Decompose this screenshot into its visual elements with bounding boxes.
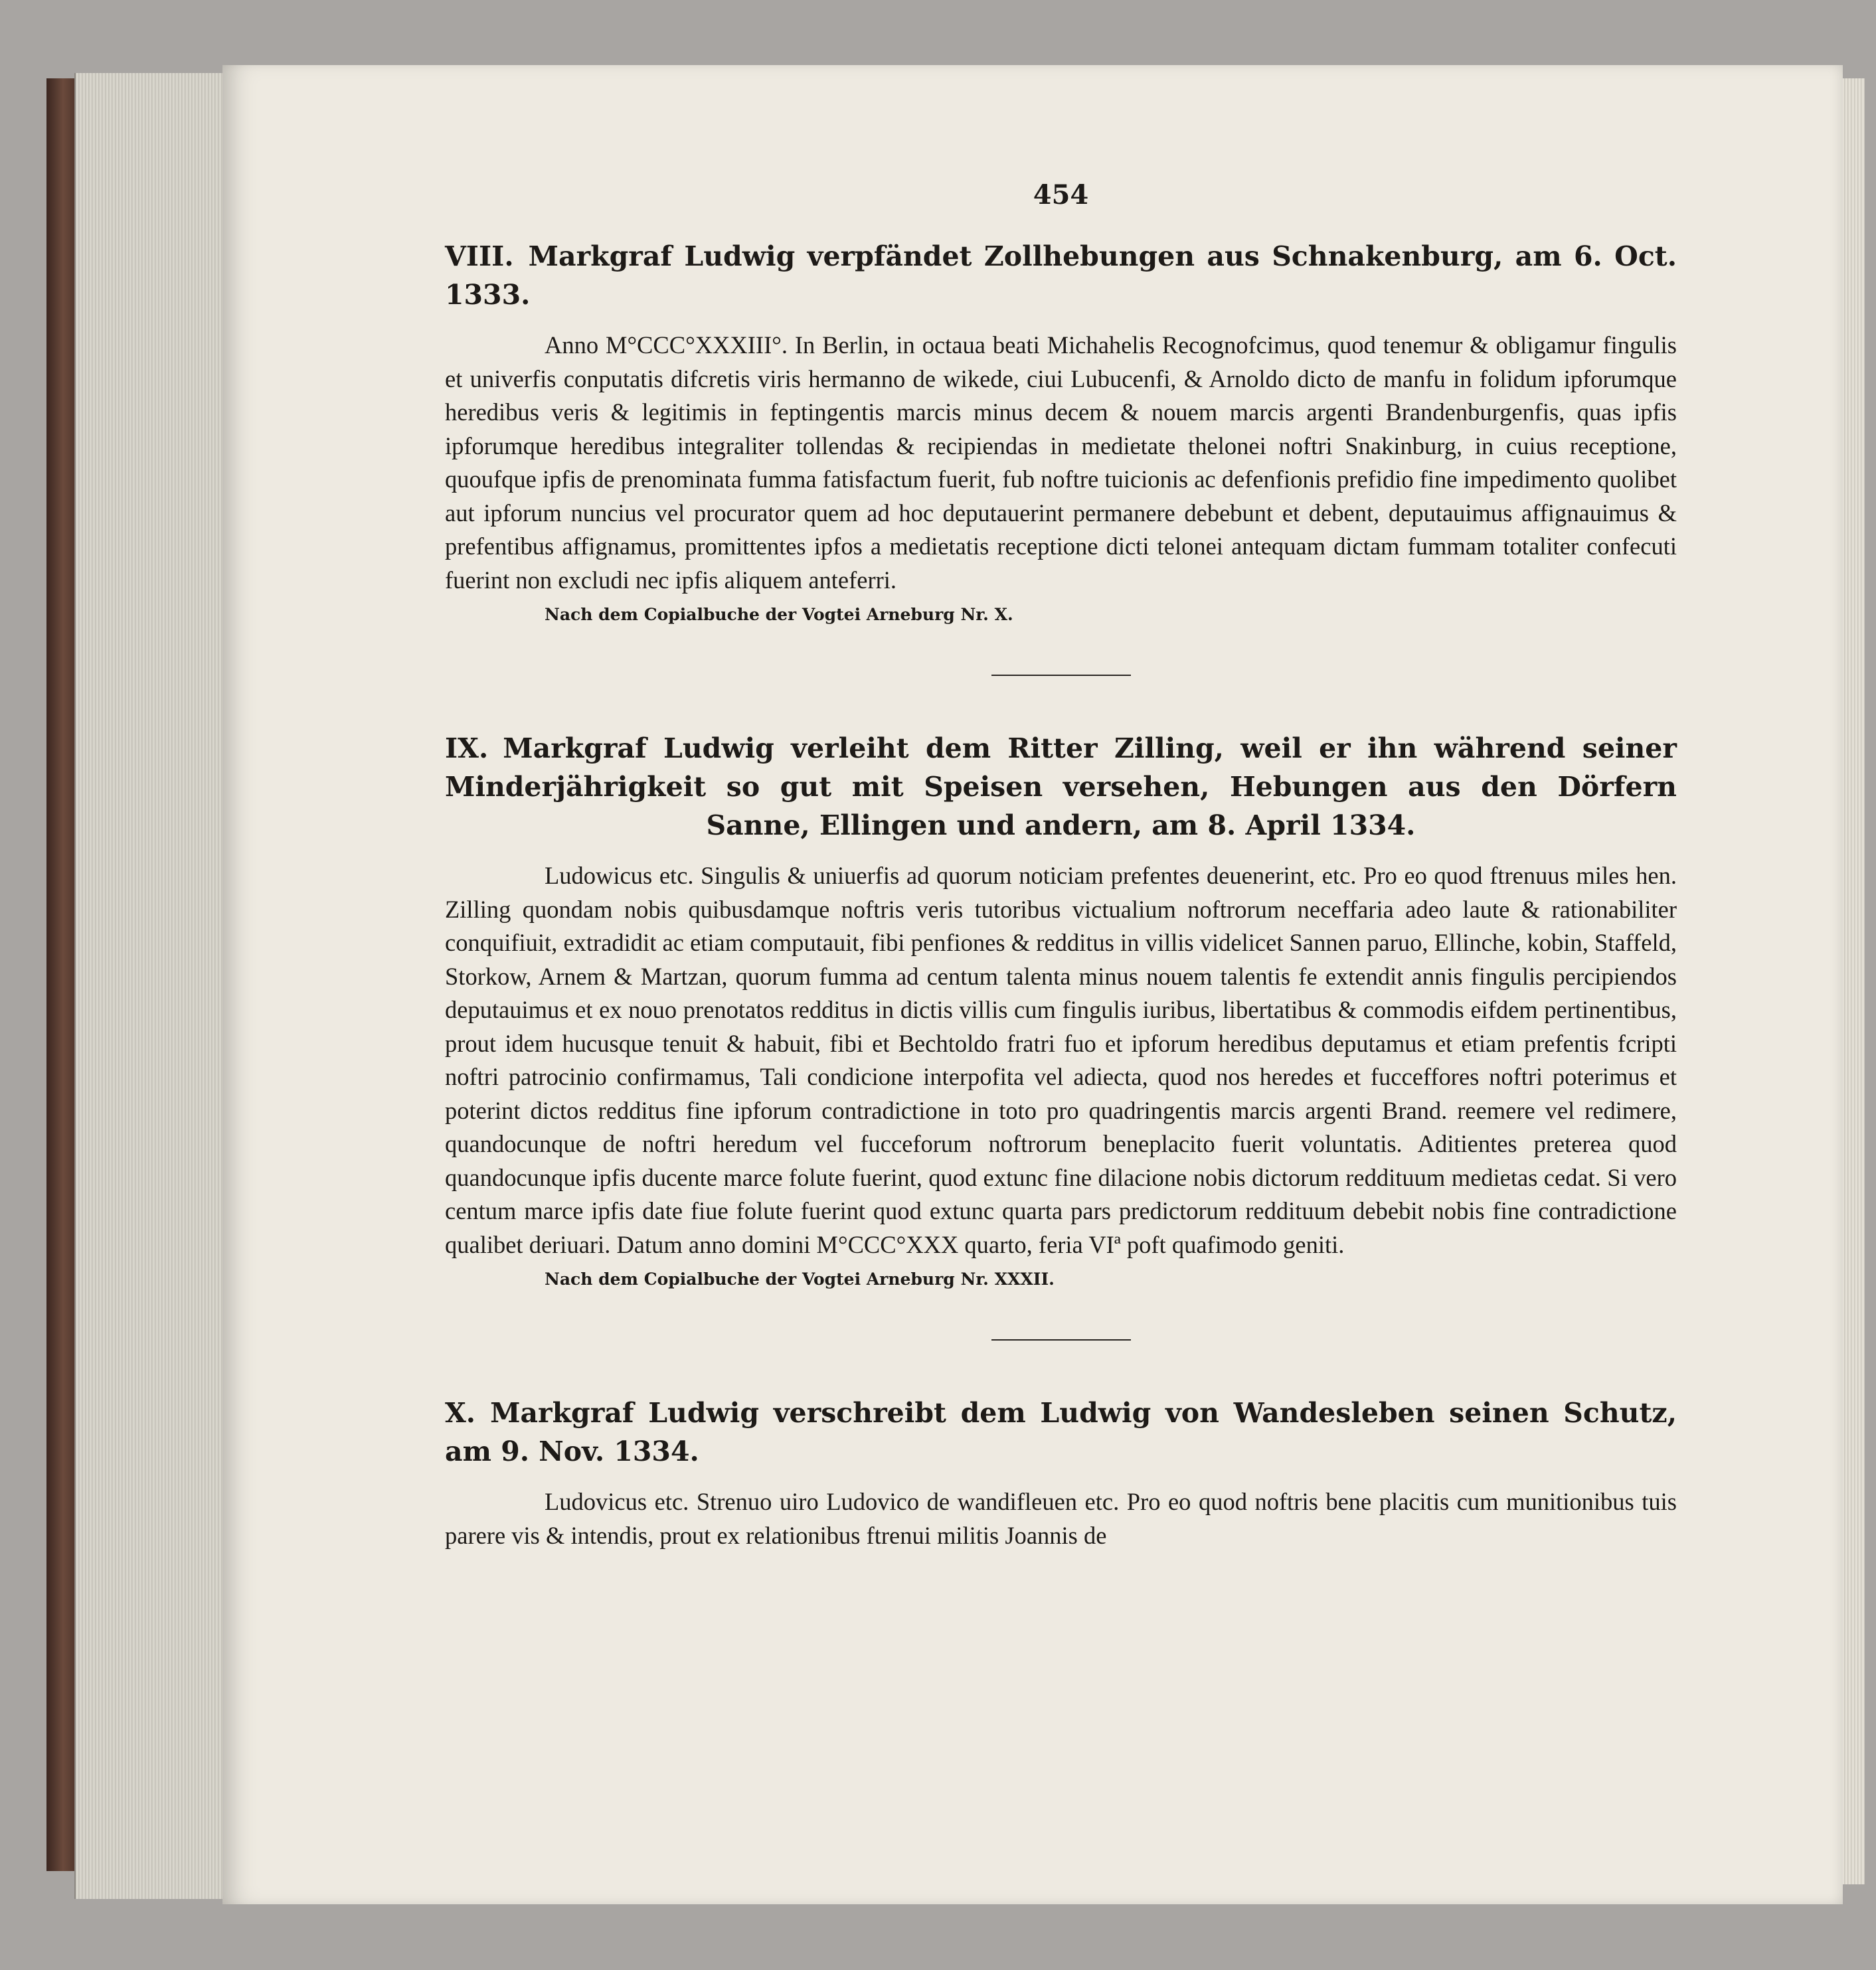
section-title: Markgraf Ludwig verschreibt dem Ludwig von Wandesleben seinen Schutz, am 9. Nov. 1334. — [445, 1397, 1677, 1467]
source-note: Nach dem Copialbuche der Vogtei Arneburg Nr. X. — [545, 605, 1013, 624]
section-viii — [445, 237, 1677, 624]
section-ix — [445, 729, 1677, 1289]
section-title: Markgraf Ludwig verpfändet Zollhebungen aus Schnakenburg, am 6. Oct. 1333. — [445, 240, 1677, 311]
page-number: 454 — [1033, 179, 1089, 210]
section-number: IX. — [445, 732, 489, 764]
section-heading — [445, 1394, 1677, 1471]
section-number: X. — [445, 1397, 476, 1429]
section-title: Markgraf Ludwig verleiht dem Ritter Zilling, weil er ihn während seiner Minderjährigkeit so gut mit Speisen versehen, Hebungen aus den Dörfern Sanne, Ellingen und andern, am 8. April 1334. — [445, 732, 1677, 841]
section-body: Ludovicus etc. Strenuo uiro Ludovico de wandifleuen etc. Pro eo quod noftris bene placitis cum munitionibus tuis parere vis & intendis, prout ex relationibus ftrenui militis Joannis de — [445, 1488, 1677, 1549]
section-body: Ludowicus etc. Singulis & uniuerfis ad quorum noticiam prefentes deuenerint, etc. Pro eo quod ftrenuus miles hen. Zilling quondam nobis quibusdamque noftris veris tutoribus victualium noftrorum neceffaria adeo laute & rationabiliter conquifiuit, extradidit ac etiam computauit, fibi penfiones & redditus in villis videlicet Sannen paruo, Ellinche, kobin, Staffeld, Storkow, Arnem & Martzan, quorum fumma ad centum talenta minus nouem talentis fe extendit annis fingulis percipiendos deputauimus et ex nouo prenotatos redditus in dictis villis cum fingulis iuribus, libertatibus & commodis eifdem pertinentibus, prout idem hucusque tenuit & habuit, fibi et Bechtoldo fratri fuo et ipforum heredibus deputamus et etiam prefentis fcripti noftri patrocinio confirmamus, Tali condicione interpofita vel adiecta, quod nos heredes et fucceffores noftri poterimus et poterint dictos redditus fine ipforum contradictione in toto pro quadringentis marcis argenti Brand. reemere vel redimere, quandocunque de noftri heredum vel fucceforum noftrorum beneplacito fuerit voluntatis. Aditientes preterea quod quandocunque ipfis ducente marce folute fuerint, quod extunc fine dilacione nobis dictorum reddituum medietas cedat. Si vero centum marce ipfis date fiue folute fuerint quod extunc quarta pars predictorum reddituum debebit nobis fine contradictione qualibet deriuari. Datum anno domini M°CCC°XXX quarto, feria VIª poft quafimodo geniti. — [445, 862, 1677, 1258]
page-edges-left — [74, 73, 228, 1899]
section-x — [445, 1394, 1677, 1552]
section-heading — [445, 237, 1677, 314]
section-body: Anno M°CCC°XXXIII°. In Berlin, in octaua beati Michahelis Recognofcimus, quod tenemur & obligamur fingulis et univerfis conputatis difcretis viris hermanno de wikede, ciui Lubucenfi, & Arnoldo dicto de manfu in folidum ipforumque heredibus veris & legitimis in feptingentis marcis minus decem & nouem marcis argenti Brandenburgenfis, quas ipfis ipforumque heredibus integraliter tollendas & recipiendas in medietate thelonei noftri Snakinburg, in cuius receptione, quoufque ipfis de prenominata fumma fatisfactum fuerit, fub noftre tuicionis ac defenfionis prefidio fine impedimento quolibet aut ipforum nuncius vel procurator quem ad hoc deputauerint permanere debebunt et debent, deputauimus affignauimus & prefentibus affignamus, promittentes ipfos a medietatis receptione dicti telonei antequam dictam fummam totaliter confecuti fuerint non excludi nec ipfis aliquem anteferri. — [445, 331, 1677, 594]
section-heading — [445, 729, 1677, 845]
section-divider — [991, 675, 1131, 676]
section-divider — [991, 1339, 1131, 1341]
source-note: Nach dem Copialbuche der Vogtei Arneburg Nr. XXXII. — [545, 1270, 1055, 1289]
section-number: VIII. — [445, 240, 514, 272]
page-content — [445, 179, 1677, 1559]
